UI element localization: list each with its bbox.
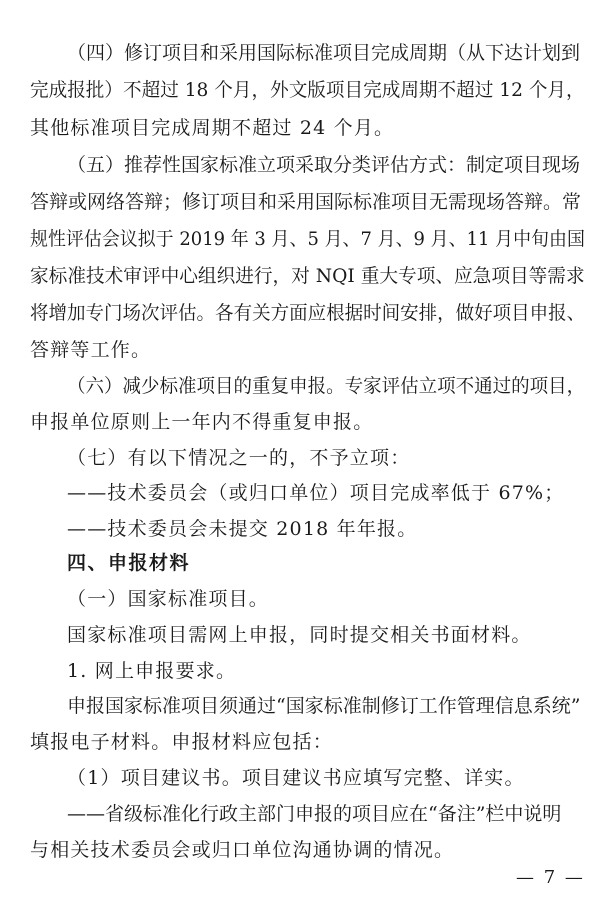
page-number: — 7 —	[516, 867, 585, 888]
paragraph-7-item-1: ——技术委员会（或归口单位）项目完成率低于 67%；	[67, 482, 565, 504]
paragraph-6-line-2: 申报单位原则上一年内不得重复申报。	[30, 411, 374, 433]
paragraph-5-line-5: 将增加专门场次评估。各有关方面应根据时间安排，做好项目申报、	[30, 302, 586, 324]
subsection-heading: （一）国家标准项目。	[67, 588, 270, 610]
paragraph-5-line-3: 规性评估会议拟于 2019 年 3 月、5 月、7 月、9 月、11 月中旬由国	[30, 228, 585, 250]
paragraph-5-line-4: 家标准技术审评中心组织进行，对 NQI 重大专项、应急项目等需求	[30, 265, 585, 287]
item-1-heading: 1. 网上申报要求。	[67, 660, 237, 682]
paragraph-9-line-1: 申报国家标准项目须通过“国家标准制修订工作管理信息系统”	[67, 695, 581, 717]
section-heading: 四、申报材料	[67, 552, 191, 574]
paragraph-11-line-2: 与相关技术委员会或归口单位沟通协调的情况。	[30, 839, 455, 861]
paragraph-6-line-1: （六）减少标准项目的重复申报。专家评估立项不通过的项目，	[67, 375, 586, 397]
paragraph-4-line-3: 其他标准项目完成周期不超过 24 个月。	[30, 117, 395, 139]
paragraph-4-line-1: （四）修订项目和采用国际标准项目完成周期（从下达计划到	[67, 42, 581, 64]
paragraph-10-line-1: （1）项目建议书。项目建议书应填写完整、详实。	[67, 767, 525, 789]
paragraph-7-item-2: ——技术委员会未提交 2018 年年报。	[67, 518, 418, 540]
paragraph-5-line-6: 答辩等工作。	[30, 339, 152, 361]
paragraph-11-line-1: ——省级标准化行政主部门申报的项目应在“备注”栏中说明	[67, 803, 562, 825]
paragraph-4-line-2: 完成报批）不超过 18 个月，外文版项目完成周期不超过 12 个月，	[30, 79, 585, 101]
paragraph-8-line-1: 国家标准项目需网上申报，同时提交相关书面材料。	[67, 624, 532, 646]
paragraph-9-line-2: 填报电子材料。申报材料应包括：	[30, 731, 334, 753]
paragraph-7-line-1: （七）有以下情况之一的，不予立项：	[67, 447, 411, 469]
paragraph-5-line-2: 答辩或网络答辩；修订项目和采用国际标准项目无需现场答辩。常	[30, 191, 582, 213]
paragraph-5-line-1: （五）推荐性国家标准立项采取分类评估方式：制定项目现场	[67, 154, 581, 176]
